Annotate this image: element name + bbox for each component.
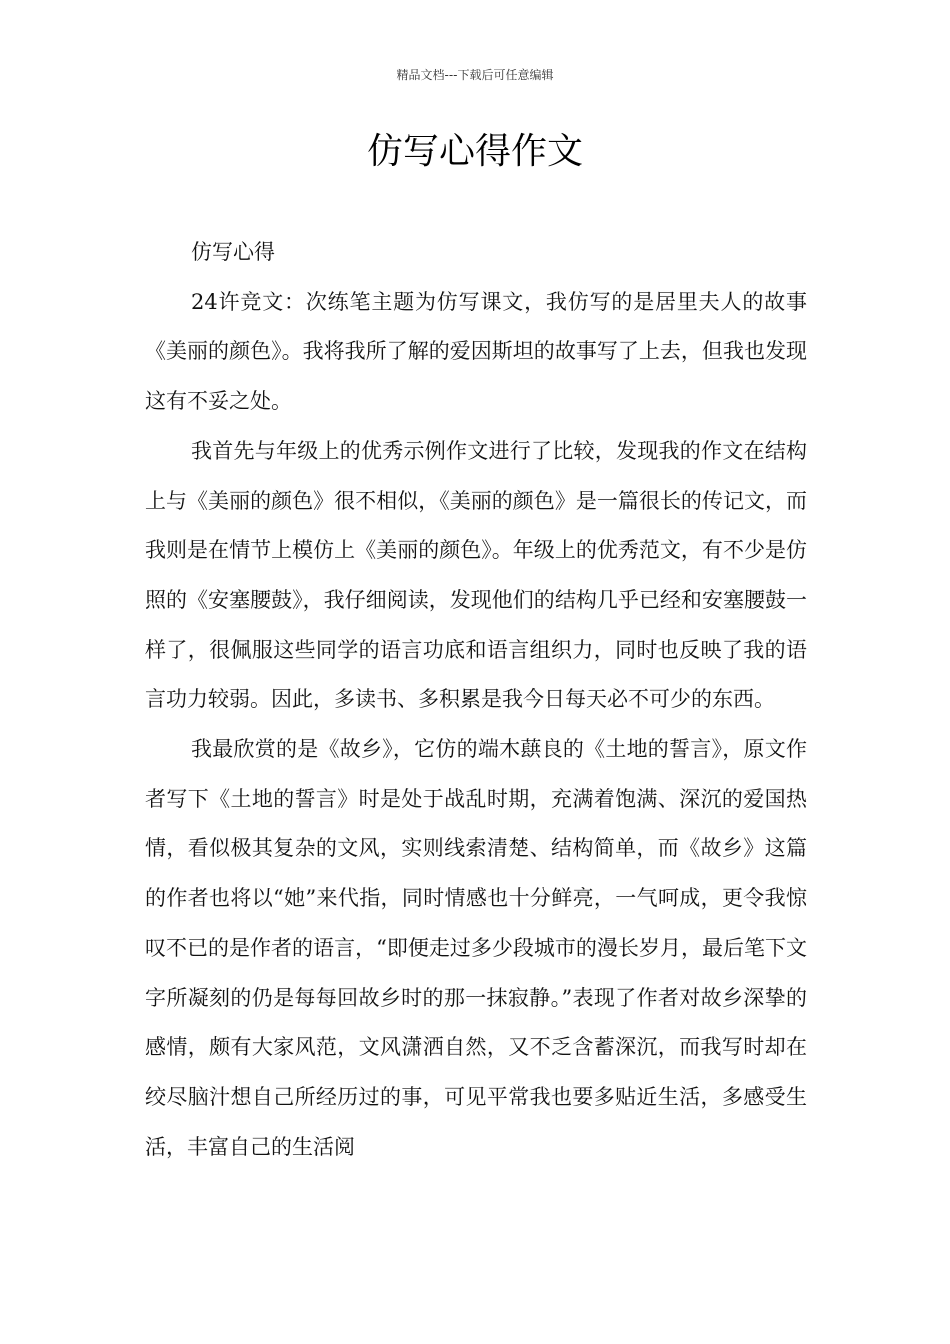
paragraph: 我首先与年级上的优秀示例作文进行了比较，发现我的作文在结构上与《美丽的颜色》很不相似，《美丽的颜色》是一篇很长的传记文，而我则是在情节上模仿上《美丽的颜色》。年级上的优秀范文，有不少是仿照的《安塞腰鼓》，我仔细阅读，发现他们的结构几乎已经和安塞腰鼓一样了，很佩服这些同学的语言功底和语言组织力，同时也反映了我的语言功力较弱。因此，多读书、多积累是我今日每天必不可少的东西。 [145,438,807,712]
section-heading: 仿写心得 [191,240,275,264]
header-note: 精品文档---下载后可任意编辑 [396,68,554,82]
document-title: 仿写心得作文 [366,131,583,172]
document-body [145,228,807,1172]
paragraph: 我最欣赏的是《故乡》，它仿的端木蕻良的《土地的誓言》，原文作者写下《土地的誓言》时是处于战乱时期，充满着饱满、深沉的爱国热情，看似极其复杂的文风，实则线索清楚、结构简单，而《故乡》这篇的作者也将以“她”来代指，同时情感也十分鲜亮，一气呵成，更令我惊叹不已的是作者的语言，“即便走过多少段城市的漫长岁月，最后笔下文字所凝刻的仍是每每回故乡时的那一抹寂静。”表现了作者对故乡深挚的感情，颇有大家风范，文风潇洒自然，又不乏含蓄深沉，而我写时却在绞尽脑汁想自己所经历过的事，可见平常我也要多贴近生活，多感受生活，丰富自己的生活阅 [145,737,807,1159]
paragraph: 24许竞文：次练笔主题为仿写课文，我仿写的是居里夫人的故事《美丽的颜色》。我将我所了解的爱因斯坦的故事写了上去，但我也发现这有不妥之处。 [145,289,807,414]
